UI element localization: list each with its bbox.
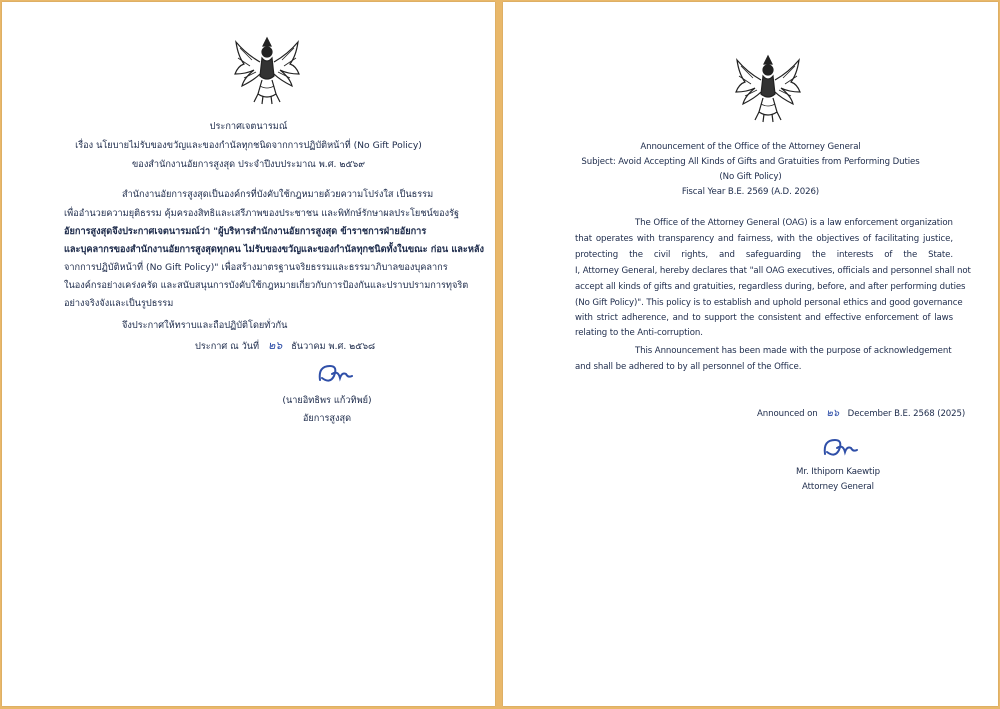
- english-document-page: [503, 2, 998, 706]
- english-signer-title: Attorney General: [802, 482, 874, 492]
- thai-signer-title: อัยการสูงสุด: [302, 413, 352, 424]
- english-announced-suffix: December B.E. 2568 (2025): [847, 409, 966, 419]
- thai-signer-name: (นายอิทธิพร แก้วทิพย์): [282, 395, 372, 406]
- thai-body-line: สำนักงานอัยการสูงสุดเป็นองค์กรที่บังคับใช้กฎหมายด้วยความโปร่งใส เป็นธรรม: [122, 189, 434, 200]
- english-announced-day: ๒๖: [826, 408, 840, 419]
- thai-subject-line: เรื่อง นโยบายไม่รับของขวัญและของกำนัลทุกชนิดจากการปฏิบัติหน้าที่ (No Gift Policy): [75, 140, 422, 151]
- english-body-line: with strict adherence, and to support the consistent and effective enforcement of laws: [575, 313, 953, 323]
- english-signer-name: Mr. Ithiporn Kaewtip: [796, 467, 880, 477]
- thai-body-line: เพื่ออำนวยความยุติธรรม คุ้มครองสิทธิและเสรีภาพของประชาชน และพิทักษ์รักษาผลประโยชน์ของรัฐ: [64, 208, 460, 219]
- thai-body-line: ในองค์กรอย่างเคร่งครัด และสนับสนุนการบังคับใช้กฎหมายเกี่ยวกับการป้องกันและปราบปรามการทุจริต: [64, 280, 469, 291]
- english-subject-continuation: (No Gift Policy): [719, 172, 782, 182]
- thai-announced-prefix: ประกาศ ณ วันที่: [195, 341, 260, 352]
- english-body-line: This Announcement has been made with the purpose of acknowledgement: [635, 346, 952, 356]
- english-body-line: (No Gift Policy)". This policy is to establish and uphold personal ethics and good governance: [575, 298, 963, 308]
- english-body-line: and shall be adhered to by all personnel of the Office.: [575, 362, 802, 372]
- english-body-line: relating to the Anti-corruption.: [575, 328, 703, 338]
- garuda-emblem-icon: [733, 52, 803, 124]
- thai-announcement-title: ประกาศเจตนารมณ์: [209, 121, 288, 132]
- english-announced-date: [757, 406, 965, 421]
- thai-announced-suffix: ธันวาคม พ.ศ. ๒๕๖๘: [291, 341, 376, 352]
- thai-body-line: และบุคลากรของสำนักงานอัยการสูงสุดทุกคน ไม่รับของขวัญและของกำนัลทุกชนิดทั้งในขณะ ก่อน และหลัง: [64, 244, 485, 255]
- english-body-line: accept all kinds of gifts and gratuities, regardless during, before, and after performing duties: [575, 282, 966, 292]
- english-body-line: The Office of the Attorney General (OAG) is a law enforcement organization: [635, 218, 953, 228]
- thai-body-line: อย่างจริงจังและเป็นรูปธรรม: [64, 298, 174, 309]
- english-subject-line: Subject: Avoid Accepting All Kinds of Gifts and Gratuities from Performing Duties: [581, 157, 920, 167]
- thai-closing-line: จึงประกาศให้ทราบและถือปฏิบัติโดยทั่วกัน: [122, 320, 288, 331]
- english-body-line: I, Attorney General, hereby declares that "all OAG executives, officials and personnel shall not: [575, 266, 971, 276]
- thai-office-year-line: ของสำนักงานอัยการสูงสุด ประจำปีงบประมาณ พ.ศ. ๒๕๖๙: [132, 159, 365, 170]
- english-announcement-title: Announcement of the Office of the Attorney General: [640, 142, 861, 152]
- english-fiscal-year: Fiscal Year B.E. 2569 (A.D. 2026): [681, 187, 820, 197]
- english-body-line: protecting the civil rights, and safeguarding the interests of the State.: [575, 250, 953, 260]
- thai-document-page: [2, 2, 495, 706]
- signature-icon: [316, 360, 356, 388]
- thai-announced-day: ๒๖: [268, 339, 283, 352]
- english-body-line: that operates with transparency and fairness, with the objectives of facilitating justice,: [575, 234, 953, 244]
- thai-body-line: อัยการสูงสุดจึงประกาศเจตนารมณ์ว่า "ผู้บริหารสำนักงานอัยการสูงสุด ข้าราชการฝ่ายอัยการ: [64, 226, 427, 237]
- signature-icon: [821, 434, 861, 462]
- thai-announced-date: [195, 336, 375, 354]
- thai-body-line: จากการปฏิบัติหน้าที่ (No Gift Policy)" เพื่อสร้างมาตรฐานจริยธรรมและธรรมาภิบาลของบุคลากร: [64, 262, 448, 273]
- garuda-emblem-icon: [232, 34, 302, 106]
- english-announced-prefix: Announced on: [757, 409, 818, 419]
